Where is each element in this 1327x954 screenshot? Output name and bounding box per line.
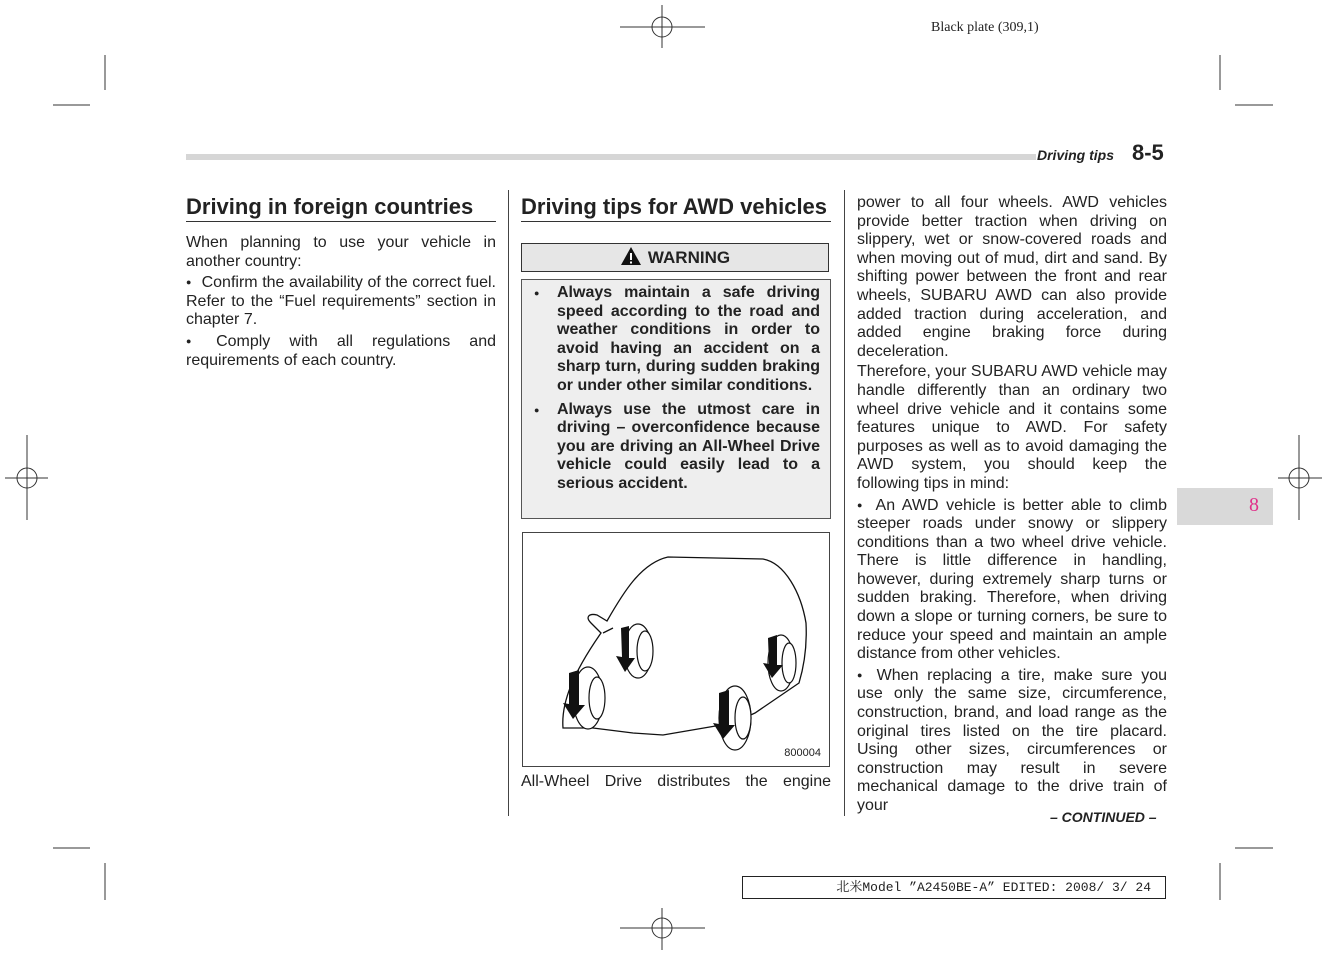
car-illustration <box>523 533 829 766</box>
chapter-tab[interactable] <box>1177 488 1273 525</box>
warning-header <box>521 243 829 272</box>
header-bar <box>186 154 1036 160</box>
warning-item: ● Always maintain a safe driving speed according to the road and weather conditions in order to avoid having an accident on a sharp turn, during sudden braking or under other similar conditions. <box>532 284 820 396</box>
bullet-item: ● An AWD vehicle is better able to climb steeper roads under snowy or slippery conditions than a two wheel drive vehicle. There is little difference in handling, however, during extremely sharp turns or sudden braking. Therefore, when driving down a slope or turning corners, be sure to reduce your speed and maintain an ample distance from other vehicles. <box>857 496 1167 663</box>
heading-foreign-countries: Driving in foreign countries <box>186 193 496 222</box>
column-divider <box>508 190 509 816</box>
bullet-icon: ● <box>857 499 866 510</box>
bullet-icon: ● <box>186 335 207 346</box>
edit-footer: 北米Model ”A2450BE-A” EDITED: 2008/ 3/ 24 <box>742 876 1166 899</box>
section-title: Driving tips <box>1037 147 1115 163</box>
awd-figure <box>522 532 830 767</box>
left-column <box>186 193 496 372</box>
heading-awd-tips: Driving tips for AWD vehicles <box>521 193 831 222</box>
figure-caption: All-Wheel Drive distributes the engine <box>521 773 831 790</box>
continued-label: – CONTINUED – <box>1050 809 1157 825</box>
bullet-item: ● Confirm the availability of the correct fuel. Refer to the “Fuel requirements” section in chapter 7. <box>186 274 496 329</box>
paragraph: Therefore, your SUBARU AWD vehicle may handle differently than an ordinary two wheel drive vehicle and it contains some features unique to AWD. For safety purposes as well as to avoid damaging the AWD system, you should keep the following tips in mind: <box>857 363 1167 492</box>
bullet-icon: ● <box>857 669 867 680</box>
intro-text: When planning to use your vehicle in another country: <box>186 234 496 270</box>
paragraph: power to all four wheels. AWD vehicles provide better traction when driving on slippery, wet or snow-covered roads and when moving out of mud, dirt and sand. By shifting power between the front and rear wheels, SUBARU AWD can also provide added traction during acceleration, and added engine braking force during deceleration. <box>857 194 1167 360</box>
plate-label: Black plate (309,1) <box>931 20 1039 35</box>
chapter-number: 8 <box>1249 494 1259 516</box>
middle-column <box>521 193 831 222</box>
right-column <box>857 194 1167 818</box>
figure-code: 800004 <box>784 747 821 759</box>
bullet-item: ● When replacing a tire, make sure you use only the same size, circumference, construction, brand, and load range as the original tires listed on the tire placard. Using other sizes, circumferences or construction may result in severe mechanical damage to the drive train of your <box>857 666 1168 814</box>
warning-icon <box>620 246 642 266</box>
column-divider <box>844 190 845 816</box>
warning-item: ● Always use the utmost care in driving – overconfidence because you are driving an All-Wheel Drive vehicle could easily lead to a serious accident. <box>532 401 820 494</box>
warning-body <box>521 279 831 519</box>
bullet-icon: ● <box>186 277 192 288</box>
bullet-item: ● Comply with all regulations and requirements of each country. <box>186 332 496 369</box>
page-number: 8-5 <box>1132 140 1164 165</box>
warning-label: WARNING <box>647 248 731 267</box>
